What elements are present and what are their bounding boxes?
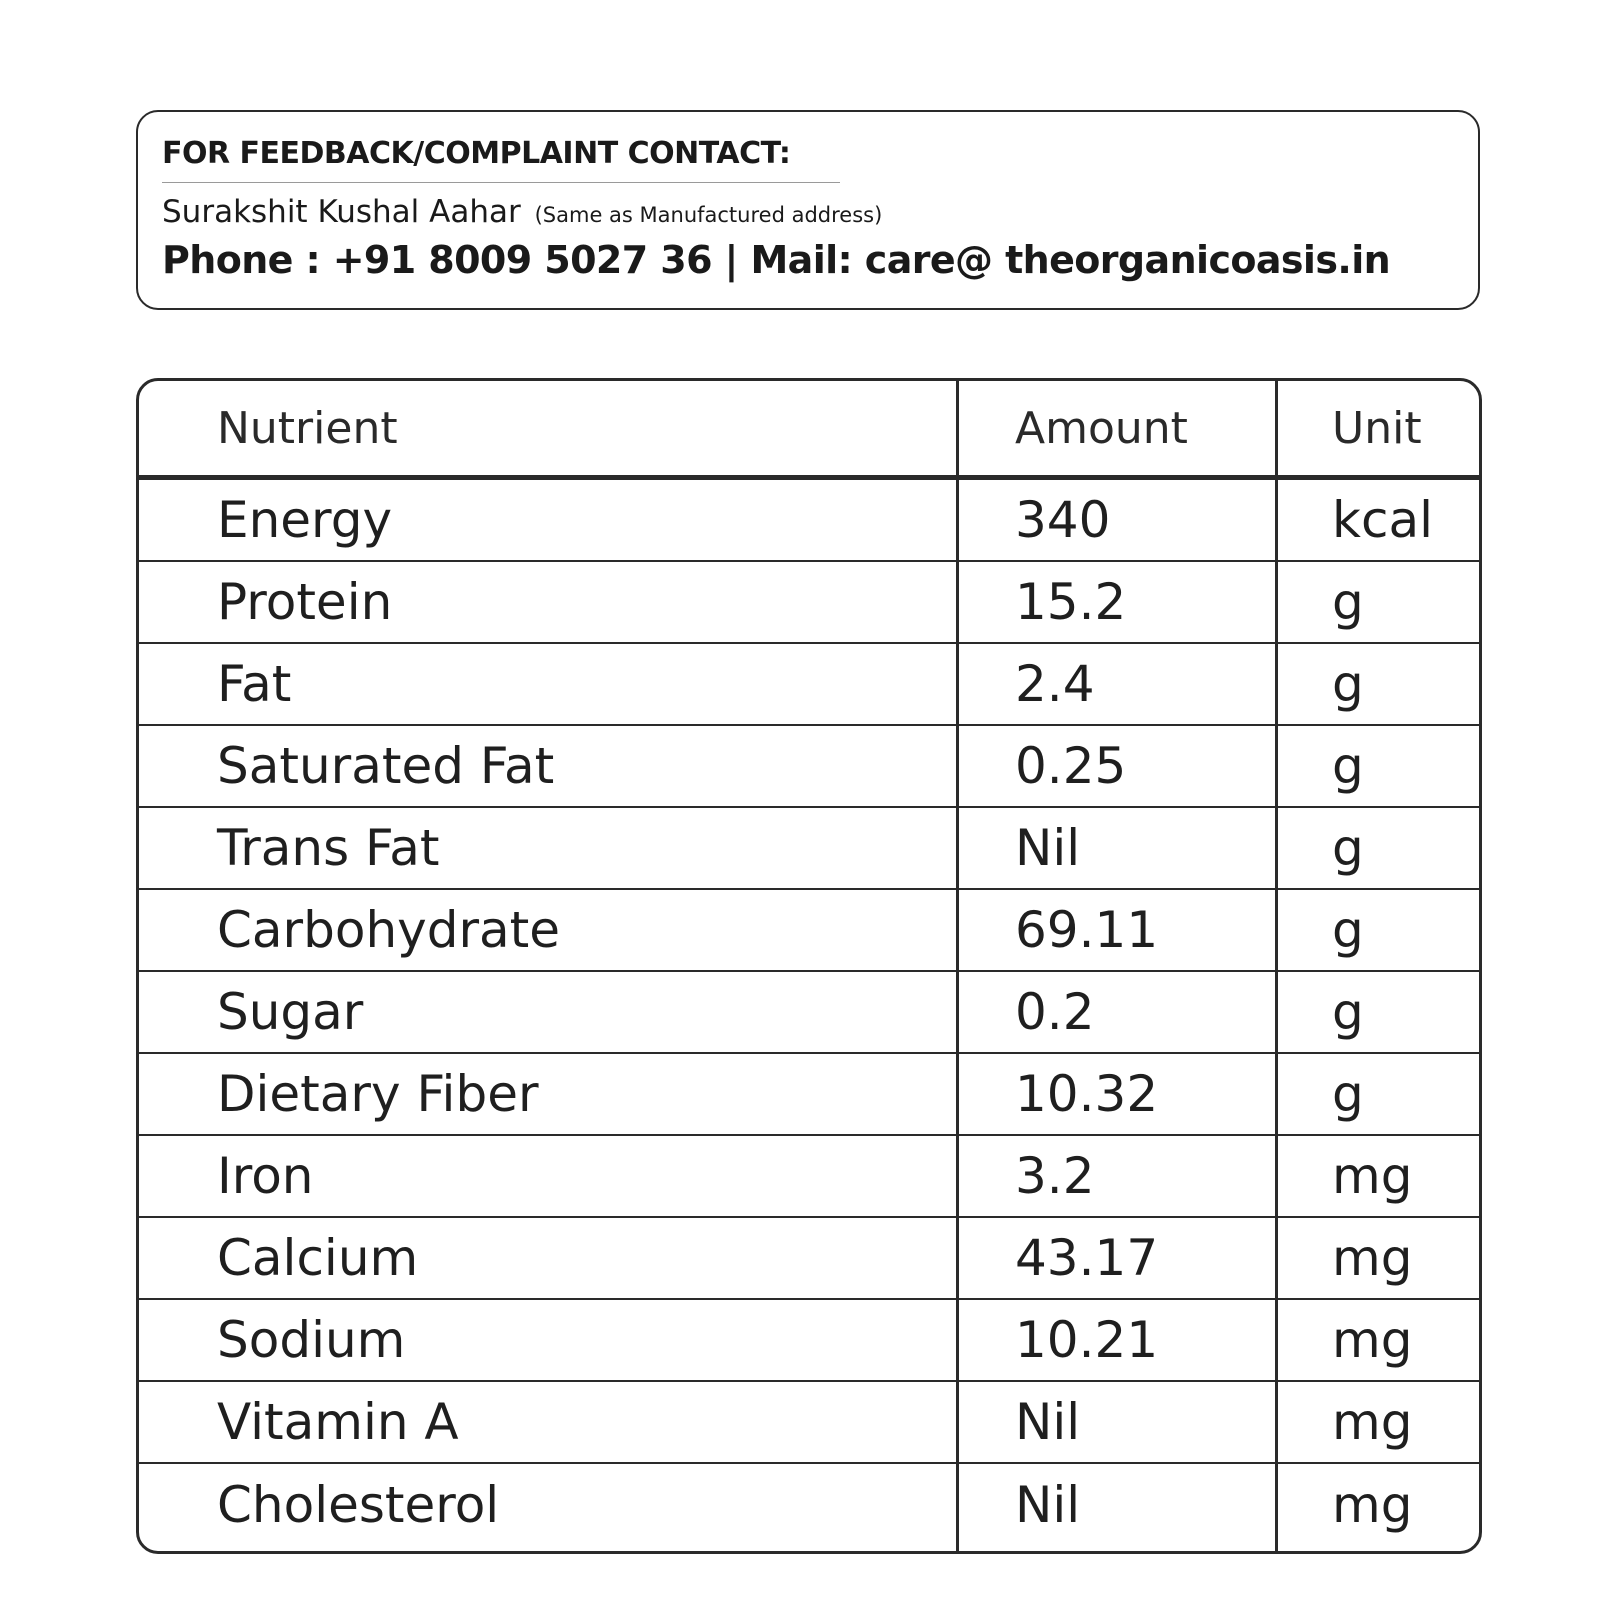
nutrient-cell: Cholesterol — [217, 1476, 500, 1534]
amount-cell: Nil — [1015, 1476, 1081, 1534]
nutrient-cell: Dietary Fiber — [217, 1065, 539, 1123]
amount-cell: 340 — [1015, 491, 1111, 549]
unit-cell: g — [1332, 819, 1364, 877]
amount-cell: 43.17 — [1015, 1229, 1159, 1287]
company-name: Surakshit Kushal Aahar — [162, 194, 521, 230]
amount-cell: 2.4 — [1015, 655, 1095, 713]
table-row — [139, 726, 1479, 808]
nutrient-cell: Carbohydrate — [217, 901, 561, 959]
nutrient-cell: Iron — [217, 1147, 314, 1205]
amount-cell: 15.2 — [1015, 573, 1127, 631]
nutrition-table — [136, 378, 1482, 1554]
amount-cell: 0.2 — [1015, 983, 1095, 1041]
table-row — [139, 972, 1479, 1054]
unit-cell: mg — [1332, 1476, 1413, 1534]
company-note: (Same as Manufactured address) — [534, 203, 883, 227]
nutrient-cell: Saturated Fat — [217, 737, 555, 795]
nutrient-cell: Trans Fat — [217, 819, 440, 877]
table-row — [139, 562, 1479, 644]
amount-cell: 3.2 — [1015, 1147, 1095, 1205]
header-amount: Amount — [1015, 402, 1188, 454]
table-row — [139, 1464, 1479, 1546]
amount-cell: 69.11 — [1015, 901, 1159, 959]
amount-cell: Nil — [1015, 1393, 1081, 1451]
nutrient-cell: Sugar — [217, 983, 364, 1041]
unit-cell: g — [1332, 1065, 1364, 1123]
table-row — [139, 644, 1479, 726]
table-row — [139, 1218, 1479, 1300]
column-divider — [956, 381, 959, 1551]
unit-cell: kcal — [1332, 491, 1433, 549]
unit-cell: g — [1332, 573, 1364, 631]
unit-cell: mg — [1332, 1311, 1413, 1369]
amount-cell: 0.25 — [1015, 737, 1127, 795]
contact-divider — [162, 182, 840, 183]
unit-cell: g — [1332, 901, 1364, 959]
table-row — [139, 808, 1479, 890]
unit-cell: mg — [1332, 1229, 1413, 1287]
table-row — [139, 480, 1479, 562]
nutrient-cell: Protein — [217, 573, 393, 631]
amount-cell: 10.21 — [1015, 1311, 1159, 1369]
nutrient-cell: Calcium — [217, 1229, 419, 1287]
nutrient-cell: Vitamin A — [217, 1393, 459, 1451]
unit-cell: mg — [1332, 1147, 1413, 1205]
header-unit: Unit — [1332, 402, 1422, 454]
contact-heading: FOR FEEDBACK/COMPLAINT CONTACT: — [162, 136, 791, 171]
column-divider — [1275, 381, 1278, 1551]
table-row — [139, 1054, 1479, 1136]
header-nutrient: Nutrient — [217, 402, 398, 454]
amount-cell: Nil — [1015, 819, 1081, 877]
nutrient-cell: Fat — [217, 655, 292, 713]
table-header-row — [139, 381, 1479, 480]
contact-phone-mail: Phone : +91 8009 5027 36 | Mail: care@ theorganicoasis.in — [162, 238, 1391, 282]
table-row — [139, 890, 1479, 972]
contact-company — [162, 194, 882, 230]
nutrient-cell: Sodium — [217, 1311, 406, 1369]
unit-cell: g — [1332, 983, 1364, 1041]
amount-cell: 10.32 — [1015, 1065, 1159, 1123]
nutrient-cell: Energy — [217, 491, 393, 549]
unit-cell: g — [1332, 737, 1364, 795]
table-row — [139, 1300, 1479, 1382]
feedback-contact-box — [136, 110, 1480, 310]
table-row — [139, 1382, 1479, 1464]
table-row — [139, 1136, 1479, 1218]
unit-cell: g — [1332, 655, 1364, 713]
unit-cell: mg — [1332, 1393, 1413, 1451]
